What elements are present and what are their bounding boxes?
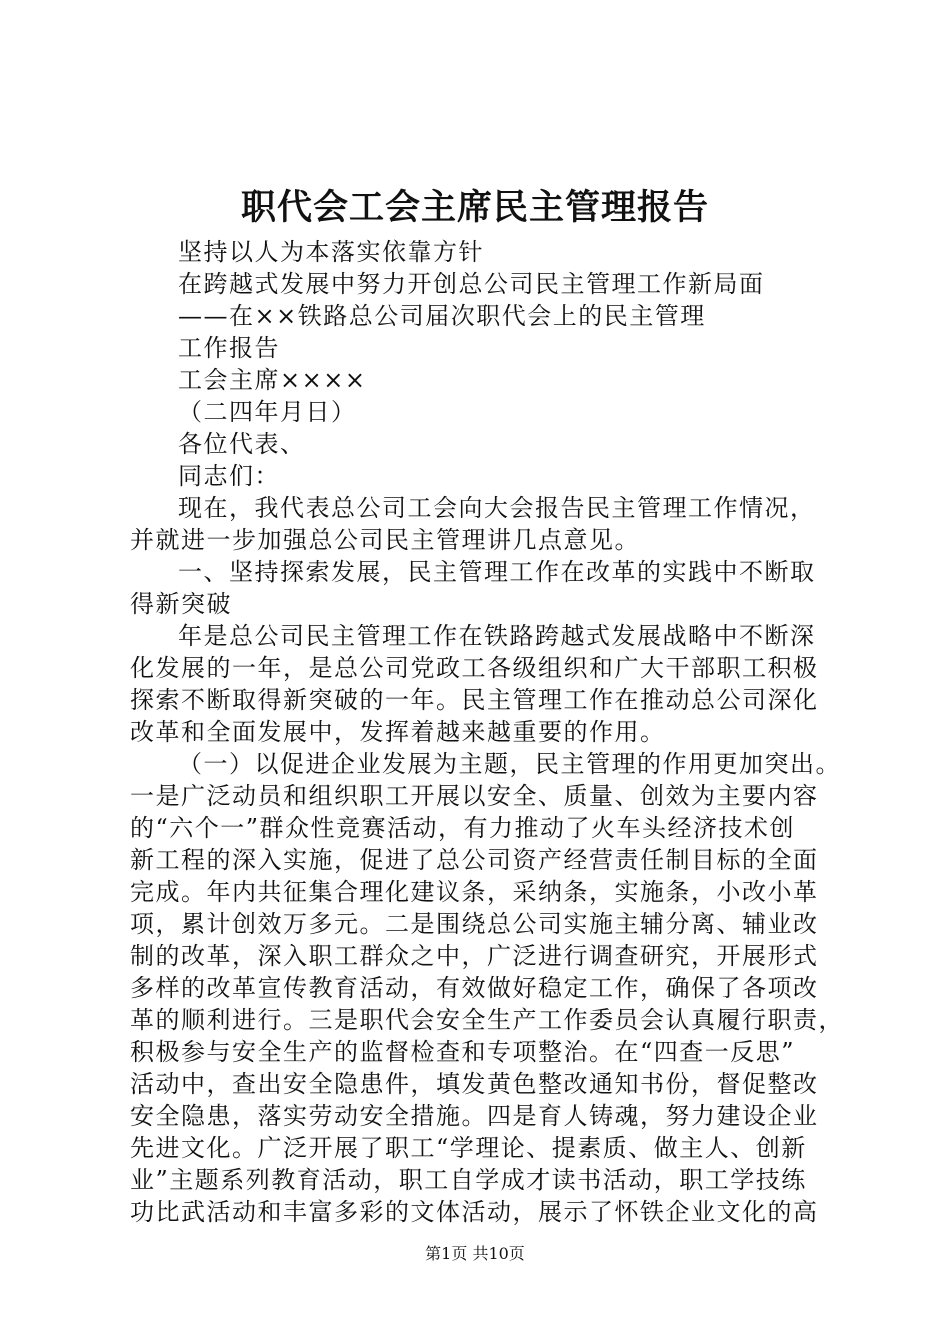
body-line: 积极参与安全生产的监督检查和专项整治。在“四查一反思” bbox=[130, 1038, 796, 1066]
body-line: 革的顺利进行。三是职代会安全生产工作委员会认真履行职责， bbox=[130, 1006, 844, 1034]
body-line: 多样的改革宣传教育活动，有效做好稳定工作，确保了各项改 bbox=[130, 974, 819, 1002]
body-line: 新工程的深入实施，促进了总公司资产经营责任制目标的全面 bbox=[130, 846, 819, 874]
body-line: 坚持以人为本落实依靠方针 bbox=[178, 238, 484, 266]
body-line: 在跨越式发展中努力开创总公司民主管理工作新局面 bbox=[178, 270, 765, 298]
body-line: 探索不断取得新突破的一年。民主管理工作在推动总公司深化 bbox=[130, 686, 819, 714]
body-line: 年是总公司民主管理工作在铁路跨越式发展战略中不断深 bbox=[178, 622, 816, 650]
body-line: 项，累计创效万多元。二是围绕总公司实施主辅分离、辅业改 bbox=[130, 910, 819, 938]
body-line: （一）以促进企业发展为主题，民主管理的作用更加突出。 bbox=[178, 750, 841, 778]
body-line: 安全隐患，落实劳动安全措施。四是育人铸魂，努力建设企业 bbox=[130, 1102, 819, 1130]
page-footer: 第1页 共10页 bbox=[425, 1244, 525, 1263]
body-line: 完成。年内共征集合理化建议条，采纳条，实施条，小改小革 bbox=[130, 878, 819, 906]
body-line: 活动中，查出安全隐患件，填发黄色整改通知书份，督促整改 bbox=[130, 1070, 819, 1098]
body-line: 工作报告 bbox=[178, 334, 280, 362]
body-line: 得新突破 bbox=[130, 590, 232, 618]
body-line: 业”主题系列教育活动，职工自学成才读书活动，职工学技练 bbox=[130, 1166, 807, 1194]
body-line: 改革和全面发展中，发挥着越来越重要的作用。 bbox=[130, 718, 666, 746]
body-line: 制的改革，深入职工群众之中，广泛进行调查研究，开展形式 bbox=[130, 942, 819, 970]
body-line: （二四年月日） bbox=[178, 398, 357, 426]
body-line: 功比武活动和丰富多彩的文体活动，展示了怀铁企业文化的高 bbox=[130, 1198, 819, 1226]
body-line: 先进文化。广泛开展了职工“学理论、提素质、做主人、创新 bbox=[130, 1134, 807, 1162]
body-line: ——在××铁路总公司届次职代会上的民主管理 bbox=[178, 302, 706, 330]
document-body bbox=[130, 236, 842, 1228]
body-line: 的“六个一”群众性竞赛活动，有力推动了火车头经济技术创 bbox=[130, 814, 796, 842]
body-line: 现在，我代表总公司工会向大会报告民主管理工作情况， bbox=[178, 494, 816, 522]
body-line: 各位代表、 bbox=[178, 430, 306, 458]
body-line: 一是广泛动员和组织职工开展以安全、质量、创效为主要内容 bbox=[130, 782, 819, 810]
body-line: 同志们： bbox=[178, 462, 280, 490]
body-line: 化发展的一年，是总公司党政工各级组织和广大干部职工积极 bbox=[130, 654, 819, 682]
document-title: 职代会工会主席民主管理报告 bbox=[240, 187, 709, 228]
body-line: 并就进一步加强总公司民主管理讲几点意见。 bbox=[130, 526, 640, 554]
body-line: 一、坚持探索发展，民主管理工作在改革的实践中不断取 bbox=[178, 558, 816, 586]
body-line: 工会主席×××× bbox=[178, 366, 367, 394]
